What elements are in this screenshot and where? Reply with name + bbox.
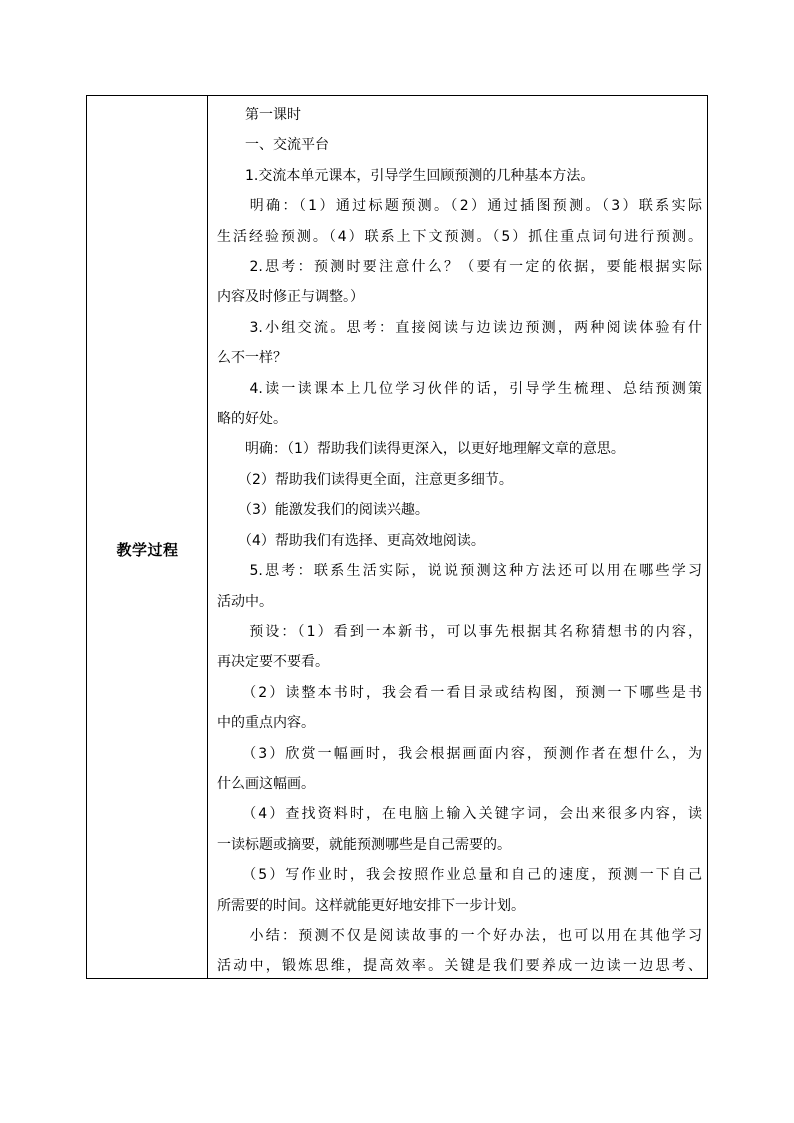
- section-content: [217, 100, 702, 978]
- content-line: 3.小组交流。思考：直接阅读与边读边预测，两种阅读体验有什: [217, 319, 702, 336]
- lesson-plan-table: [86, 95, 708, 979]
- content-line: 4.读一读课本上几位学习伙伴的话，引导学生梳理、总结预测策: [217, 380, 702, 397]
- content-line: （5）写作业时，我会按照作业总量和自己的速度，预测一下自己: [217, 867, 702, 884]
- content-line: 么不一样？: [217, 350, 287, 367]
- content-line: 中的重点内容。: [217, 715, 315, 732]
- content-line: 什么画这幅画。: [217, 775, 315, 792]
- section-label: 教学过程: [116, 541, 179, 559]
- content-line: （2）读整本书时，我会看一看目录或结构图，预测一下哪些是书: [217, 684, 702, 701]
- content-line: 5.思考：联系生活实际，说说预测这种方法还可以用在哪些学习: [217, 563, 702, 580]
- content-line: 小结：预测不仅是阅读故事的一个好办法，也可以用在其他学习: [217, 927, 702, 944]
- section-label-cell: [87, 96, 208, 978]
- content-line: 内容及时修正与调整。）: [217, 289, 364, 306]
- content-line: 生活经验预测。（4）联系上下文预测。（5）抓住重点词句进行预测。: [217, 228, 702, 245]
- content-line: 一、交流平台: [217, 137, 329, 154]
- content-line: （4）帮助我们有选择、更高效地阅读。: [217, 532, 485, 549]
- content-line: 一读标题或摘要，就能预测哪些是自己需要的。: [217, 836, 511, 853]
- content-line: 明确：（1）通过标题预测。（2）通过插图预测。（3）联系实际: [217, 198, 702, 215]
- content-line: （3）欣赏一幅画时，我会根据画面内容，预测作者在想什么，为: [217, 745, 702, 762]
- section-content-cell: [208, 96, 707, 978]
- content-line: 活动中。: [217, 593, 273, 610]
- content-line: 活动中，锻炼思维，提高效率。关键是我们要养成一边读一边思考、: [217, 958, 702, 975]
- content-line: 预设：（1）看到一本新书，可以事先根据其名称猜想书的内容，: [217, 623, 702, 640]
- content-line: 再决定要不要看。: [217, 654, 329, 671]
- content-line: 1.交流本单元课本，引导学生回顾预测的几种基本方法。: [217, 167, 595, 184]
- content-line: 略的好处。: [217, 411, 287, 428]
- content-line: （2）帮助我们读得更全面，注意更多细节。: [217, 471, 513, 488]
- content-line: （3）能激发我们的阅读兴趣。: [217, 502, 429, 519]
- content-line: 明确：（1）帮助我们读得更深入，以更好地理解文章的意思。: [217, 441, 625, 458]
- content-line: 2.思考：预测时要注意什么？（要有一定的依据，要能根据实际: [217, 259, 702, 276]
- content-line: 所需要的时间。这样就能更好地安排下一步计划。: [217, 897, 525, 914]
- content-line: （4）查找资料时，在电脑上输入关键字词，会出来很多内容，读: [217, 806, 702, 823]
- content-line: 第一课时: [217, 107, 301, 123]
